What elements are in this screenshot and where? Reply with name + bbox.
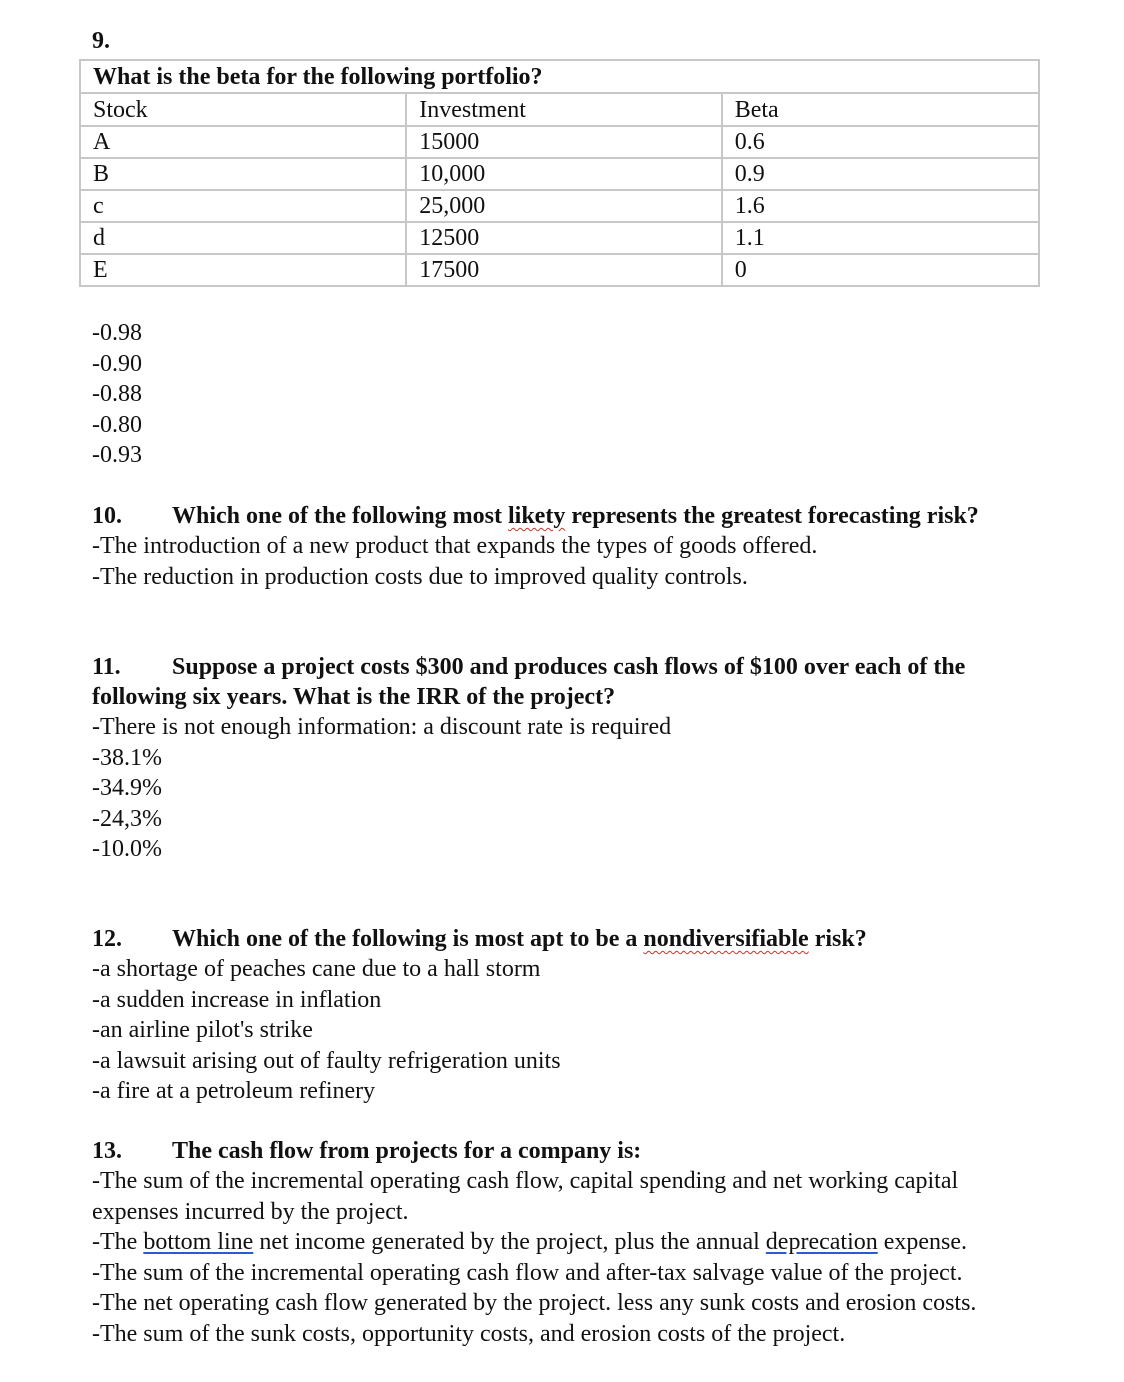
spelling-flagged-word: likety — [508, 503, 566, 529]
answer-option[interactable]: -a fire at a petroleum refinery — [92, 1078, 376, 1104]
table-cell: 1.6 — [722, 190, 1039, 222]
question-12-text-start: Which one of the following is most apt to be a — [172, 926, 644, 952]
answer-option[interactable]: -The introduction of a new product that expands the types of goods offered. — [92, 533, 818, 559]
question-10-number: 10. — [92, 503, 122, 529]
table-cell: 0.9 — [722, 158, 1039, 190]
grammar-flagged-phrase: bottom line — [143, 1229, 254, 1255]
answer-option[interactable]: -0.88 — [92, 381, 142, 407]
table-cell: E — [80, 254, 406, 286]
question-11-text-line1: Suppose a project costs $300 and produces cash flows of $100 over each of the — [172, 654, 966, 680]
answer-option[interactable]: -0.98 — [92, 320, 142, 346]
answer-option[interactable]: -0.90 — [92, 350, 142, 377]
table-cell: 0 — [722, 254, 1039, 286]
answer-option[interactable]: -a shortage of peaches cane due to a hall storm — [92, 956, 541, 982]
answer-option[interactable]: -The sum of the sunk costs, opportunity costs, and erosion costs of the project. — [92, 1320, 846, 1347]
table-cell: 0.6 — [722, 126, 1039, 158]
answer-option-text: net income generated by the project, plus the annual — [253, 1229, 766, 1255]
answer-option[interactable]: -0.93 — [92, 442, 142, 468]
table-cell: 12500 — [406, 222, 721, 254]
table-row — [80, 126, 1039, 158]
answer-option[interactable]: -24,3% — [92, 805, 162, 832]
table-row — [80, 222, 1039, 254]
answer-option[interactable]: -0.80 — [92, 411, 142, 438]
question-10-text-start: Which one of the following most — [172, 503, 508, 529]
table-cell: 1.1 — [722, 222, 1039, 254]
question-9-number: 9. — [92, 28, 110, 54]
table-cell: 17500 — [406, 254, 721, 286]
answer-option[interactable]: -The sum of the incremental operating cash flow and after-tax salvage value of the project. — [92, 1259, 963, 1286]
answer-option[interactable]: -34.9% — [92, 775, 162, 801]
question-9-options — [92, 318, 142, 471]
question-11-text-line2: following six years. What is the IRR of the project? — [92, 684, 616, 710]
answer-option-continued[interactable]: expenses incurred by the project. — [92, 1198, 409, 1225]
grammar-flagged-phrase: deprecation — [765, 1229, 878, 1255]
question-10-heading — [92, 501, 979, 531]
answer-option[interactable]: -a lawsuit arising out of faulty refrigeration units — [92, 1047, 561, 1074]
table-cell: d — [80, 222, 406, 254]
table-cell: 25,000 — [406, 190, 721, 222]
answer-option-text: expense. — [877, 1229, 968, 1255]
question-12-heading — [92, 924, 867, 954]
answer-option[interactable]: -The reduction in production costs due to improved quality controls. — [92, 563, 748, 590]
answer-option[interactable] — [92, 1227, 976, 1258]
table-row — [80, 158, 1039, 190]
answer-option[interactable]: -The sum of the incremental operating cash flow, capital spending and net working capital — [92, 1168, 959, 1194]
portfolio-table — [79, 59, 1040, 287]
question-11-heading — [92, 652, 965, 712]
answer-option[interactable]: -10.0% — [92, 836, 162, 862]
question-13-heading — [92, 1136, 641, 1166]
question-13-text: The cash flow from projects for a company is: — [172, 1138, 642, 1164]
question-12-text-end: risk? — [808, 926, 867, 952]
table-cell: 15000 — [406, 126, 721, 158]
question-10-text-end: represents the greatest forecasting risk? — [565, 503, 979, 529]
spelling-flagged-word: nondiversifiable — [643, 926, 809, 952]
question-10-options — [92, 531, 817, 592]
question-11-number: 11. — [92, 654, 121, 680]
question-13-options — [92, 1166, 976, 1349]
question-12-options — [92, 954, 561, 1107]
answer-option[interactable]: -a sudden increase in inflation — [92, 986, 382, 1013]
table-header-beta: Beta — [722, 93, 1039, 126]
table-row — [80, 254, 1039, 286]
table-cell: c — [80, 190, 406, 222]
table-cell: B — [80, 158, 406, 190]
answer-option[interactable]: -The net operating cash flow generated by the project. less any sunk costs and erosion costs. — [92, 1290, 977, 1316]
answer-option[interactable]: -an airline pilot's strike — [92, 1017, 313, 1043]
question-12-number: 12. — [92, 926, 122, 952]
question-13-number: 13. — [92, 1138, 122, 1164]
table-cell: A — [80, 126, 406, 158]
answer-option[interactable]: -38.1% — [92, 744, 162, 771]
table-cell: 10,000 — [406, 158, 721, 190]
answer-option[interactable]: -There is not enough information: a discount rate is required — [92, 714, 672, 740]
answer-option-text: -The — [92, 1229, 144, 1255]
question-9-text: What is the beta for the following portfolio? — [80, 60, 1039, 93]
table-row — [80, 190, 1039, 222]
table-header-investment: Investment — [406, 93, 721, 126]
table-header-stock: Stock — [80, 93, 406, 126]
question-11-options — [92, 712, 671, 865]
